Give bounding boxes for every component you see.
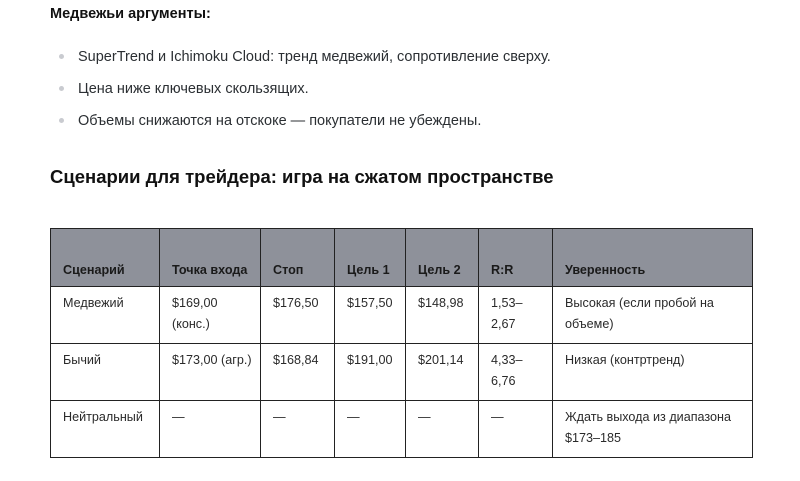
cell-target-1: $191,00 <box>335 344 406 401</box>
cell-target-1: $157,50 <box>335 287 406 344</box>
cell-risk-reward: — <box>479 401 553 458</box>
cell-confidence: Высокая (если пробой на объеме) <box>553 287 753 344</box>
list-item-text: Объемы снижаются на отскоке — покупатели не убеждены. <box>78 113 482 129</box>
cell-entry: — <box>160 401 261 458</box>
bullet-icon <box>59 118 64 123</box>
cell-confidence: Низкая (контртренд) <box>553 344 753 401</box>
cell-stop: $176,50 <box>261 287 335 344</box>
cell-scenario: Медвежий <box>51 287 160 344</box>
cell-target-1: — <box>335 401 406 458</box>
bearish-arguments-label: Медвежьи аргументы: <box>50 6 211 22</box>
column-header-risk-reward: R:R <box>479 229 553 287</box>
column-header-target-2: Цель 2 <box>406 229 479 287</box>
column-header-scenario: Сценарий <box>51 229 160 287</box>
list-item-text: Цена ниже ключевых скользящих. <box>78 81 309 97</box>
list-item-text: SuperTrend и Ichimoku Cloud: тренд медвежий, сопротивление сверху. <box>78 49 551 65</box>
cell-confidence: Ждать выхода из диапазона $173–185 <box>553 401 753 458</box>
column-header-target-1: Цель 1 <box>335 229 406 287</box>
list-item <box>50 46 551 78</box>
table-row <box>51 287 753 344</box>
cell-target-2: $201,14 <box>406 344 479 401</box>
cell-stop: — <box>261 401 335 458</box>
table-header-row <box>51 229 753 287</box>
cell-target-2: — <box>406 401 479 458</box>
cell-scenario: Бычий <box>51 344 160 401</box>
table-row <box>51 401 753 458</box>
column-header-stop: Стоп <box>261 229 335 287</box>
bullet-icon <box>59 86 64 91</box>
list-item <box>50 110 551 142</box>
cell-target-2: $148,98 <box>406 287 479 344</box>
bullet-icon <box>59 54 64 59</box>
scenarios-heading: Сценарии для трейдера: игра на сжатом пространстве <box>50 166 554 187</box>
scenarios-table <box>50 228 753 458</box>
cell-entry: $173,00 (агр.) <box>160 344 261 401</box>
cell-entry: $169,00 (конс.) <box>160 287 261 344</box>
column-header-entry: Точка входа <box>160 229 261 287</box>
cell-risk-reward: 1,53–2,67 <box>479 287 553 344</box>
table-row <box>51 344 753 401</box>
cell-stop: $168,84 <box>261 344 335 401</box>
list-item <box>50 78 551 110</box>
bearish-arguments-list <box>50 46 551 142</box>
column-header-confidence: Уверенность <box>553 229 753 287</box>
cell-risk-reward: 4,33–6,76 <box>479 344 553 401</box>
cell-scenario: Нейтральный <box>51 401 160 458</box>
